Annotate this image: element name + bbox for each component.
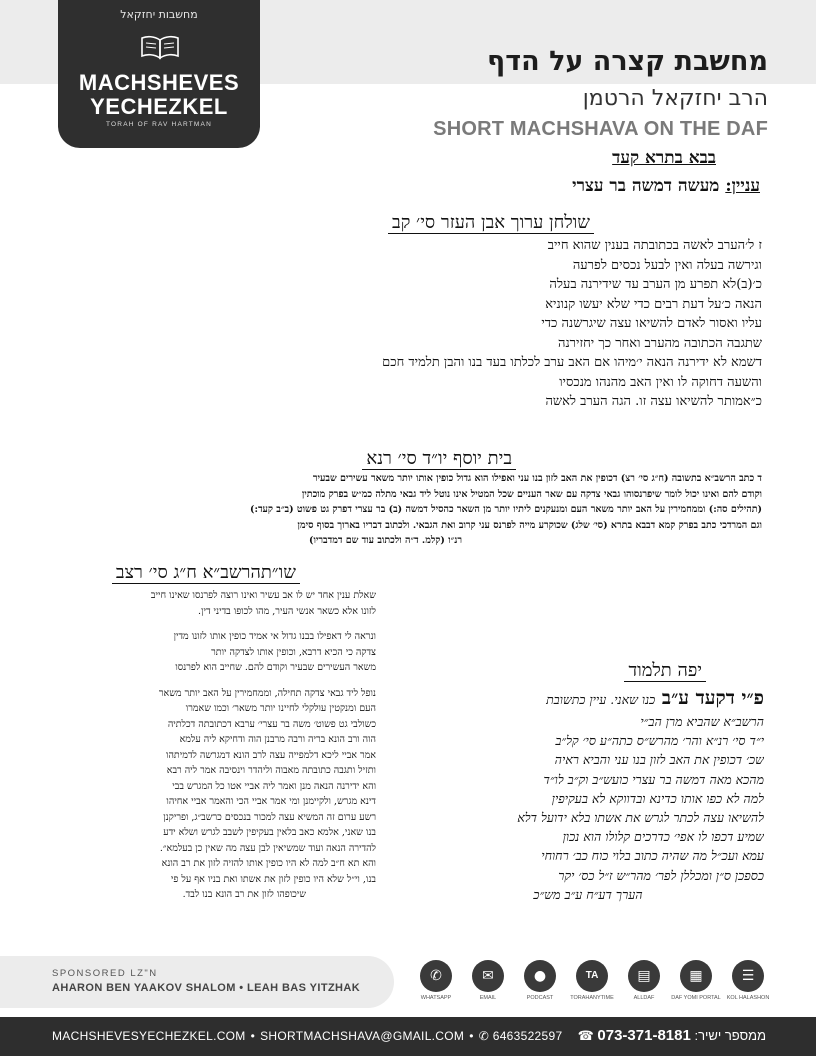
text-line: שתגבה הכתובה מהערב ואחר כך יחזירנה: [557, 335, 762, 351]
text-line: משאר העשירים שבעיר וקודם להם. שחייב הוא לפרנסו: [175, 662, 376, 673]
dafyomi-portal-link[interactable]: [670, 960, 722, 1001]
footer-bar: [0, 1017, 816, 1056]
text-fragment: כנו שאני. עיין כתשובת: [546, 692, 656, 707]
beis-yosef-heading: בית יוסף יו״ד סי׳ רנא: [366, 448, 512, 469]
whatsapp-link[interactable]: [410, 960, 462, 1001]
podcast-icon: ●: [524, 960, 556, 992]
alldaf-icon: ▤: [628, 960, 660, 992]
yafeh-talmud-title: פ״י דקעד ע״ב: [661, 687, 764, 709]
page-title-english: SHORT MACHSHAVA ON THE DAF: [433, 118, 768, 140]
topic-text: מעשה דמשה בר עצרי: [572, 176, 720, 196]
kolhalashon-link[interactable]: [722, 960, 774, 1001]
text-line: העם ומנקטין עולקלי לחיינו יותר משאר׳ וכמו שאמרו: [185, 703, 376, 714]
shut-rashba-text: [56, 588, 376, 903]
logo-hebrew-text: מחשבות יחזקאל: [120, 8, 198, 21]
yafeh-talmud-heading: יפה תלמוד: [628, 660, 702, 681]
icon-label: PODCAST: [526, 995, 554, 1001]
text-line: בנו שאני, אלמא כאב בלאין בעקיפין לשבב לגרש ושלא ידע: [163, 827, 376, 838]
text-line: להדירה הנאה ועוד שמשיאין לבן עצה מה שאין כן בעלמא״.: [159, 842, 376, 854]
text-line: אמר אביי ליכא דלמפייה עצה לרב הונא דמגרשה לדמיתהו: [166, 749, 376, 761]
open-book-icon: [140, 34, 180, 60]
dafyomi-portal-icon: ▦: [680, 960, 712, 992]
direct-phone-label: ממספר ישיר:: [694, 1028, 766, 1043]
text-line: כספכן ס״ן ומכללן לפר׳ מהר״ש ז״ל כס׳ יקר: [558, 867, 764, 883]
icon-label: DAF YOMI PORTAL: [671, 995, 721, 1001]
text-line: כשולבי גט פשוט׳ משה בר עצרי׳ ערבא דכתובתה דכלתיה: [167, 718, 376, 730]
shulchan-aruch-heading: שולחן ערוך אבן העזר סי׳ קב: [392, 212, 590, 233]
beis-yosef-text: [60, 471, 762, 549]
text-line: ותזיל ותגבה כתובתה מאבוה וליהדר וינסיבה אמר ליה רבא: [166, 765, 376, 776]
logo[interactable]: [58, 0, 260, 148]
text-line: שאלת ענין אחד יש לו אב עשיר ואינו רוצה לפרנסו שאינו חייב: [150, 590, 376, 601]
text-line: והא תא ח״ב למה לא היו כופין אותו להזיה לזון את רב הונא: [161, 858, 376, 869]
text-line: שכ׳ דכופין את האב לזון בנו עני והביא ראיה: [554, 752, 764, 768]
text-line: עמא ועכ״ל מה שהיה כתוב בלוי כוח כב׳ רחוחי: [541, 848, 764, 864]
icon-label: TORAHANYTIME: [570, 995, 614, 1001]
text-line: מהכא מאה דמשה בר עצרי כועש״ב וק״ב לו״ד: [543, 771, 764, 787]
text-line: ונראה לי דאפילו בבנו גדול אי אמיד כופין אותו לזונו מדין: [173, 631, 376, 642]
author-name: הרב יחזקאל הרטמן: [582, 86, 768, 111]
text-line: שמיע דכפו לו אפי׳ כדרכים קלולו הוא נכון: [562, 829, 764, 845]
text-line: (תהילים סה:) וממחמירין על האב יותר משאר העם ומנעקנים ליתיו יותר מן השאר כהסיל דמשה (ב) בר עצרי דפרק גט פשוט (ב״ב קעד:): [249, 504, 762, 516]
text-line: רשע ערום זה המשיא עצה למכור בנכסים כרשב״ג, ופריקנן: [163, 811, 376, 823]
text-line: והא ידירנה הנאה מנן ואמר ליה אביי אטו כל המגרש בבי: [172, 780, 376, 792]
phone-icon: ☎: [577, 1028, 594, 1043]
text-line: לזונו אלא כשאר אנשי העיר, מהו לכופו בדיני דין.: [198, 605, 376, 617]
icon-label: ALLDAF: [633, 995, 655, 1001]
sponsor-names: AHARON BEN YAAKOV SHALOM • LEAH BAS YITZHAK: [52, 982, 361, 994]
email-icon: ✉: [472, 960, 504, 992]
icon-label: KOL HALASHON: [726, 995, 770, 1001]
icon-label: EMAIL: [479, 995, 497, 1001]
separator: •: [250, 1029, 256, 1043]
alldaf-link[interactable]: [618, 960, 670, 1001]
whatsapp-icon: ✆: [420, 960, 452, 992]
text-line: וגירשה בעלה ואין לבעל נכסים לפרעה: [572, 257, 762, 273]
text-line: ז ל׳הערב לאשה בכתובתה בענין שהוא חייב: [547, 238, 762, 253]
torahanytime-link[interactable]: [566, 960, 618, 1001]
text-line: הוה ורב הונא בריה ורבה מרבנן הוה ודחיקא ליה עלמא: [179, 734, 376, 745]
website-link[interactable]: MACHSHEVESYECHEZKEL.COM: [52, 1029, 246, 1043]
text-line: עליו ואסור לאדם להשיאו עצה שיגרשנה כדי: [541, 316, 762, 331]
sponsor-label: SPONSORED LZ"N: [52, 968, 158, 979]
text-line: [412, 686, 764, 712]
footer-contacts: [52, 1029, 562, 1043]
masechta-reference: בבא בתרא קעד: [612, 148, 716, 168]
text-line: דשמא לא ידירנה הנאה י׳מיהו אם האב ערב לכלתו בעד בנו והבן תלמיד חכם: [382, 355, 762, 370]
text-line: הערך דע״ח ע״ב מש״כ: [533, 886, 643, 902]
yafeh-talmud-text: [412, 686, 764, 904]
whatsapp-small-icon: ✆: [478, 1029, 493, 1043]
text-line: ד כתב הרשב״א בתשובה (ח״ג סי׳ רצ) דכופין את האב לזון בנו עני ואפילו הוא גדול כופין אותו יותר משאר עשירים שבעיר: [312, 473, 762, 484]
direct-phone-number[interactable]: 073-371-8181: [597, 1027, 691, 1044]
text-line: למה לא כפו אותו כדינא ובדווקא לא בעקיפין: [551, 790, 764, 806]
sponsor-banner: [0, 956, 394, 1008]
whatsapp-number[interactable]: 6463522597: [492, 1029, 563, 1043]
text-line: בנו, וי״ל שלא היו כופין לזון את אשתו ואת בניו אף על פי: [170, 873, 376, 885]
topic-line: [572, 176, 760, 196]
text-line: נופל ליד גבאי צדקה תחילה, וממחמירין על האב יותר משאר: [158, 687, 376, 699]
text-line: רנ״ו (קלמ. ד״ה ולכתוב עוד שם דמדבריו): [308, 535, 462, 547]
text-line: דינא מגרש, ולקיימנן ומי אמר אביי הכי והאמר אביי אחיהו: [166, 796, 376, 807]
text-line: להשיאו עצה לכתר לגרש את אשתו בלא ידועל דלא: [517, 810, 764, 826]
kolhalashon-icon: ☰: [732, 960, 764, 992]
platform-icons: [410, 960, 780, 1010]
topic-label: עניין:: [725, 176, 760, 196]
podcast-link[interactable]: [514, 960, 566, 1001]
icon-label: WHATSAPP: [420, 995, 452, 1001]
text-line: כ״אמותר להשיאו עצה זו. הגה הערב לאשה: [545, 394, 762, 409]
shut-rashba-heading: שו״תהרשב״א ח״ג סי׳ רצב: [116, 562, 296, 583]
text-line: וקודם להם ואינו יכול לומר שיפרנסוהו גבאי צדקה עם שאר העניים שכל המטיל אינו נוטל ליד גבאי מתלה כמ״ש בפרק מוכתין: [301, 488, 762, 500]
logo-tagline: TORAH OF RAV HARTMAN: [106, 121, 212, 128]
torahanytime-icon: TA: [576, 960, 608, 992]
text-line: י״ד סי׳ רנ״א והר׳ מהרש״ס כתה״ע סי׳ קל״ב: [555, 733, 764, 749]
email-address-link[interactable]: SHORTMACHSHAVA@GMAIL.COM: [260, 1029, 465, 1043]
text-line: שיכופהו לזון את רב הונא בנו לבד.: [182, 889, 306, 900]
shulchan-aruch-text: [262, 236, 762, 412]
page-title-hebrew: מחשבת קצרה על הדף: [487, 46, 768, 77]
email-link[interactable]: [462, 960, 514, 1001]
text-line: והשעה דחוקה לו ואין האב מהנהו מנכסיו: [559, 374, 762, 390]
logo-text-line1: MACHSHEVES: [78, 70, 240, 95]
text-line: צדקה כי הכיא דרבא, וכופין אותו לצדקה יותר: [211, 646, 376, 658]
separator: •: [469, 1029, 474, 1043]
direct-phone: [578, 1027, 766, 1044]
text-line: כ׳(ב)לא תפרע מן הערב עד שידירנה בעלה: [549, 277, 762, 292]
text-line: הנאה כ׳על דעת רבים כדי שלא יעשו קנוניא: [545, 296, 762, 312]
logo-text-line2: YECHEZKEL: [90, 94, 228, 119]
text-line: הרשב״א שהביא מרן הב״י: [640, 714, 764, 729]
text-line: וגם המרדכי כתב בפרק קמא דבבא בתרא (סי׳ שלג) שכוקרע מייה לפרנס עני קרוב ואת הגבאי. ולכתוב דבריו בארוך בסוף סימן: [297, 519, 762, 531]
